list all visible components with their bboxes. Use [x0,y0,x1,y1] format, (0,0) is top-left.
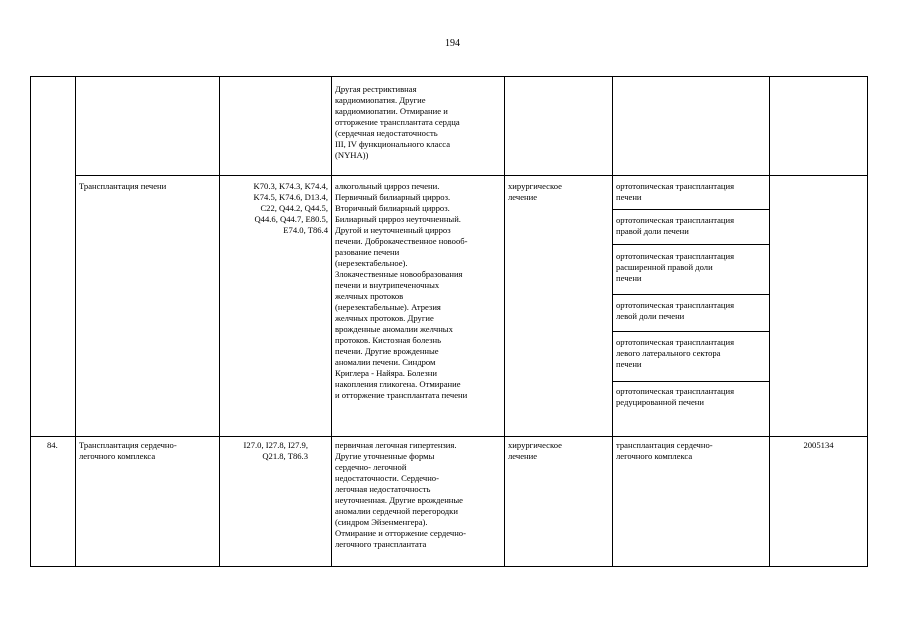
liver-method-2: ортотопическая трансплантация правой доли печени [616,215,735,236]
row84-number-cell: 84. [47,440,58,450]
services-table [30,76,868,567]
col-border [769,76,770,567]
method-divider [612,209,769,210]
col-border [75,76,76,567]
col-border [612,76,613,567]
method-divider [612,331,769,332]
col-border [30,76,31,567]
row84-name-cell: Трансплантация сердечно- легочного комплекса [79,440,177,461]
table-bottom-border [30,566,868,567]
col-border [504,76,505,567]
table-top-border [30,76,868,77]
col-border [331,76,332,567]
method-divider [612,381,769,382]
liver-name-cell: Трансплантация печени [79,181,167,191]
liver-method-6: ортотопическая трансплантация редуцированной печени [616,386,735,407]
liver-method-3: ортотопическая трансплантация расширенной правой доли печени [616,251,735,283]
liver-method-5: ортотопическая трансплантация левого латерального сектора печени [616,337,735,369]
liver-method-4: ортотопическая трансплантация левой доли печени [616,300,735,321]
cont-diagnosis-cell: Другая рестриктивная кардиомиопатия. Другие кардиомиопатии. Отмирание и отторжение трансплантата сердца (сердечная недостаточность III, IV функционального класса (NYHA)) [335,84,460,160]
liver-treatment-cell: хирургическое лечение [508,181,562,202]
liver-method-1: ортотопическая трансплантация печени [616,181,735,202]
col-border [219,76,220,567]
page-number: 194 [445,38,460,49]
liver-codes-cell: K70.3, K74.3, K74.4, K74.5, K74.6, D13.4, C22, Q44.2, Q44.5, Q44.6, Q44.7, E80.5, E74.0, T86.4 [253,181,328,235]
row84-codes-cell: I27.0, I27.8, I27.9, Q21.8, T86.3 [243,440,308,461]
row84-cost-cell: 2005134 [803,440,834,450]
row84-treatment-cell: хирургическое лечение [508,440,562,461]
row84-method-cell: трансплантация сердечно- легочного комплекса [616,440,713,461]
method-divider [612,244,769,245]
row-divider [75,175,868,176]
method-divider [612,294,769,295]
row-divider [30,436,868,437]
row84-diagnosis-cell: первичная легочная гипертензия. Другие уточненные формы сердечно- легочной недостаточности. Сердечно- легочная недостаточность неуточненная. Другие врожденные аномалии сердечной перегородки (синдром Эйзенменгера). Отмирание и отторжение сердечно- легочного трансплантата [335,440,466,549]
liver-diagnosis-cell: алкогольный цирроз печени. Первичный билиарный цирроз. Вторичный билиарный цирроз. Билиарный цирроз неуточненный. Другой и неуточненный цирроз печени. Доброкачественное новооб- разование печени (нерезектабельное). Злокачественные новообразования печени и внутрипеченочных желчных протоков (нерезектабельные). Атрезия желчных протоков. Другие врожденные аномалии желчных протоков. Кистозная болезнь печени. Другие врожденные аномалии печени. Синдром Криглера - Найяра. Болезни накопления гликогена. Отмирание и отторжение трансплантата печени [335,181,468,400]
col-border [867,76,868,567]
